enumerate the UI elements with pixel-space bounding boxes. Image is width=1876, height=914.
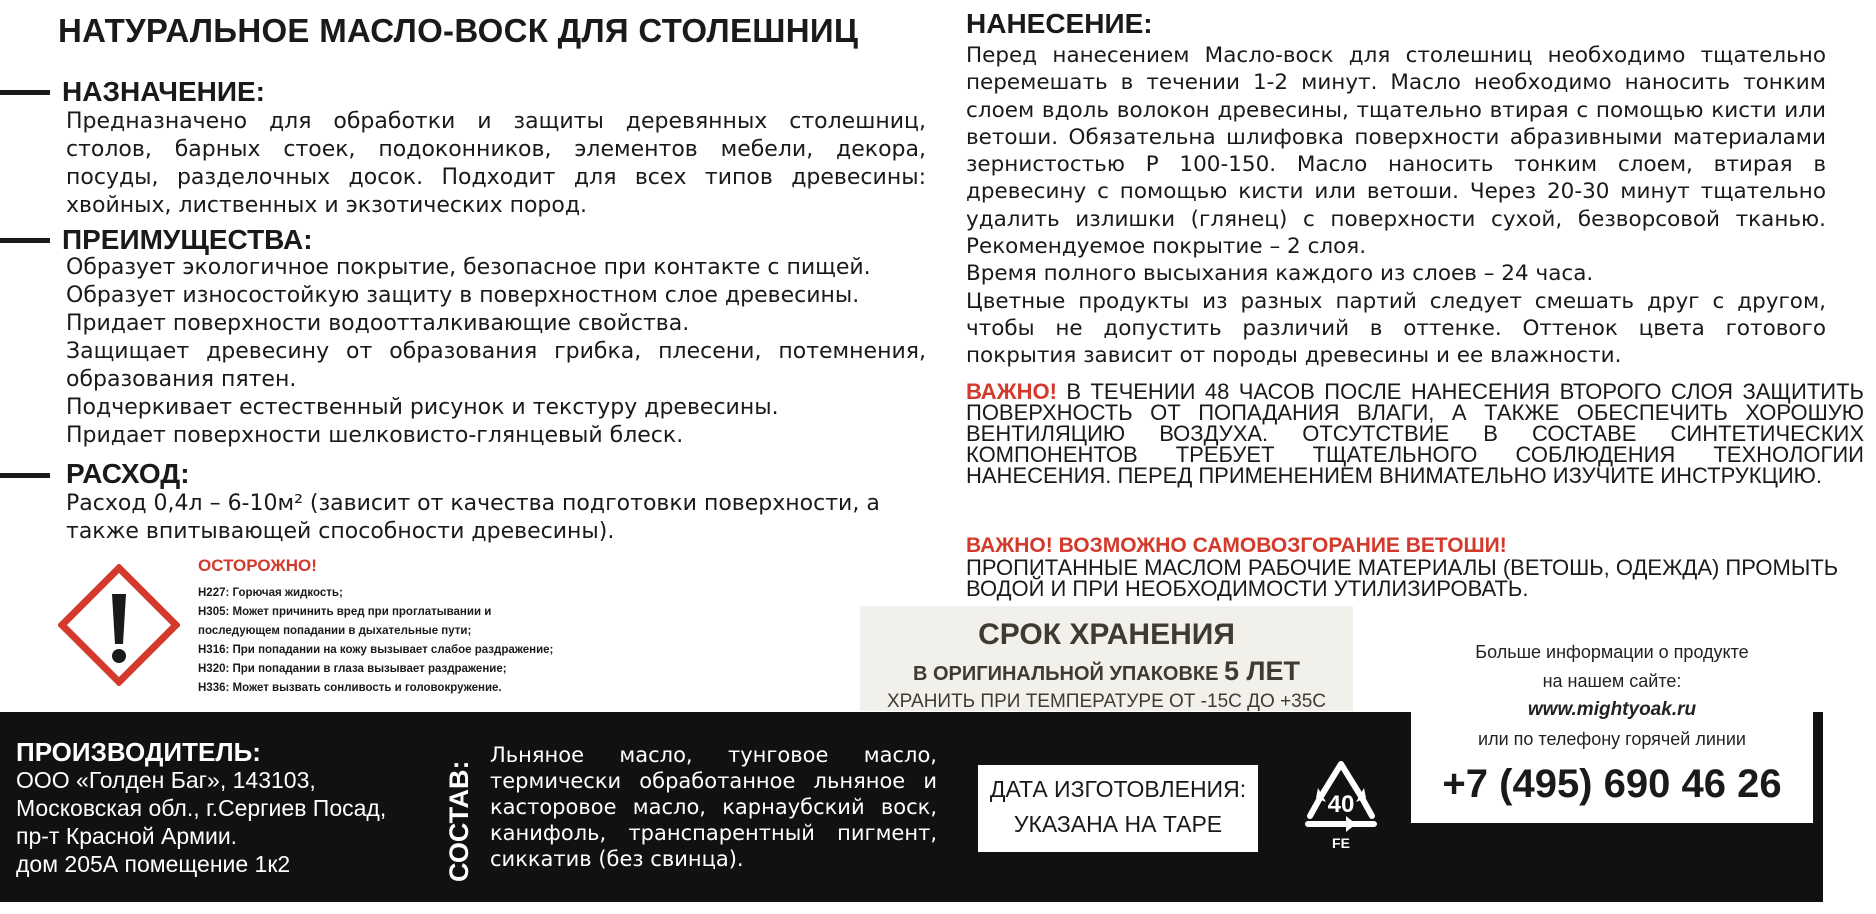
hazard-heading: ОСТОРОЖНО!: [198, 556, 317, 575]
application-paragraph: Цветные продукты из разных партий следует смешать друг с другом, чтобы не допустить различий в оттенке. Оттенок цвета готового покрытия зависит от породы древесины и ее влажности.: [966, 288, 1826, 369]
storage-heading: СРОК ХРАНЕНИЯ: [978, 618, 1235, 651]
hazard-statements: [198, 584, 553, 698]
manufacturer-line: пр-т Красной Армии.: [16, 823, 238, 849]
consumption-text: [66, 490, 926, 546]
hazard-line: H316: При попадании на кожу вызывает слабое раздражение;: [198, 644, 554, 656]
purpose-heading: НАЗНАЧЕНИЕ:: [62, 76, 265, 107]
recycle-icon: [1296, 758, 1386, 854]
advantage-item: Образует износостойкую защиту в поверхностном слое древесины.: [66, 283, 860, 308]
storage-period-value: 5 ЛЕТ: [1224, 656, 1300, 686]
contact-info-line: Больше информации о продукте: [1475, 642, 1749, 662]
manufacturer-heading: ПРОИЗВОДИТЕЛЬ:: [16, 737, 261, 767]
storage-temperature: ХРАНИТЬ ПРИ ТЕМПЕРАТУРЕ ОТ -15С ДО +35С: [886, 691, 1327, 712]
composition-heading: СОСТАВ:: [444, 760, 474, 882]
application-paragraph: Время полного высыхания каждого из слоев – 24 часа.: [966, 261, 1594, 287]
exclamation-hazard-icon: [58, 564, 180, 686]
website-link[interactable]: www.mightyoak.ru: [1527, 699, 1697, 720]
application-paragraph: Перед нанесением Масло-воск для столешниц необходимо тщательно перемешать в течении 1-2 минут. Масло необходимо наносить тонким слоем вдоль волокон древесины, тщательно втирая с помощью кисти или ветоши. Обязательна шлифовка поверхности абразивными материалами зернистостью Р 100-150. Масло наносить тонким слоем, втирая в древесину с помощью кисти или ветоши. Через 20-30 минут тщательно удалить излишки (глянец) с поверхности сухой, безворсовой тканью. Рекомендуемое покрытие – 2 слоя.: [966, 43, 1826, 260]
section-bar: [0, 473, 50, 478]
important-label: ВАЖНО!: [966, 379, 1057, 404]
product-title: НАТУРАЛЬНОЕ МАСЛО-ВОСК ДЛЯ СТОЛЕШНИЦ: [58, 12, 859, 49]
manufacture-date-value: УКАЗАНА НА ТАРЕ: [1013, 811, 1223, 837]
advantage-item: Защищает древесину от образования грибка, плесени, потемнения, образования пятен.: [66, 339, 926, 392]
contact-info-line: или по телефону горячей линии: [1478, 729, 1746, 749]
advantage-item: Придает поверхности шелковисто-глянцевый блеск.: [66, 423, 684, 448]
storage-period-prefix: В ОРИГИНАЛЬНОЙ УПАКОВКЕ: [913, 663, 1219, 685]
storage-period: [860, 656, 1353, 687]
composition-text: Льняное масло, тунговое масло, термически обработанное льняное и касторовое масло, карнаубский воск, канифоль, транспарентный пигмент, сиккатив (без свинца).: [490, 743, 937, 871]
manufacturer-line: Московская обл., г.Сергиев Посад,: [16, 795, 387, 821]
section-bar: [0, 238, 50, 243]
fire-warning-label: ВАЖНО! ВОЗМОЖНО САМОВОЗГОРАНИЕ ВЕТОШИ!: [966, 534, 1507, 557]
consumption-paragraph: Расход 0,4л – 6-10м² (зависит от качества подготовки поверхности, а также впитывающей способности древесины).: [66, 491, 880, 544]
purpose-paragraph: Предназначено для обработки и защиты деревянных столешниц, столов, барных стоек, подоконников, элементов мебели, декора, посуды, разделочных досок. Подходит для всех типов древесины: хвойных, лиственных и экзотических пород.: [66, 109, 926, 218]
hazard-line: H305: Может причинить вред при проглатывании и: [198, 606, 492, 618]
recycle-code: 40: [1327, 791, 1355, 818]
manufacturer-block: [16, 738, 386, 878]
hazard-line: последующем попадании в дыхательные пути;: [198, 625, 472, 637]
purpose-text: [66, 108, 926, 220]
advantage-item: Подчеркивает естественный рисунок и текстуру древесины.: [66, 395, 779, 420]
hazard-line: H227: Горючая жидкость;: [198, 587, 343, 599]
important-notice: [966, 381, 1864, 486]
advantages-list: [66, 254, 926, 450]
fire-warning-text: ПРОПИТАННЫЕ МАСЛОМ РАБОЧИЕ МАТЕРИАЛЫ (ВЕТОШЬ, ОДЕЖДА) ПРОМЫТЬ ВОДОЙ И ПРИ НЕОБХОДИМОСТИ УТИЛИЗИРОВАТЬ.: [966, 555, 1839, 601]
manufacturer-line: ООО «Голден Баг», 143103,: [16, 767, 316, 793]
storage-box: [860, 606, 1353, 711]
contact-info-line: на нашем сайте:: [1542, 671, 1682, 691]
hazard-line: H320: При попадании в глаза вызывает раздражение;: [198, 663, 507, 675]
hotline-phone[interactable]: +7 (495) 690 46 26: [1442, 762, 1782, 806]
section-bar: [0, 90, 50, 95]
application-text: [966, 42, 1826, 370]
manufacturer-line: дом 205А помещение 1к2: [16, 851, 291, 877]
fire-warning: [966, 535, 1864, 599]
important-text: В ТЕЧЕНИИ 48 ЧАСОВ ПОСЛЕ НАНЕСЕНИЯ ВТОРОГО СЛОЯ ЗАЩИТИТЬ ПОВЕРХНОСТЬ ОТ ПОПАДАНИЯ ВЛАГИ, А ТАКЖЕ ОБЕСПЕЧИТЬ ХОРОШУЮ ВЕНТИЛЯЦИЮ ВОЗДУХА. ОТСУТСТВИЕ В СОСТАВЕ СИНТЕТИЧЕСКИХ КОМПОНЕНТОВ ТРЕБУЕТ ТЩАТЕЛЬНОГО СОБЛЮДЕНИЯ ТЕХНОЛОГИИ НАНЕСЕНИЯ. ПЕРЕД ПРИМЕНЕНИЕМ ВНИМАТЕЛЬНО ИЗУЧИТЕ ИНСТРУКЦИЮ.: [966, 379, 1864, 488]
manufacture-date-label: ДАТА ИЗГОТОВЛЕНИЯ:: [989, 776, 1247, 802]
advantage-item: Придает поверхности водоотталкивающие свойства.: [66, 311, 690, 336]
advantages-heading: ПРЕИМУЩЕСТВА:: [62, 224, 313, 255]
advantage-item: Образует экологичное покрытие, безопасное при контакте с пищей.: [66, 255, 871, 280]
manufacture-date-box: [978, 765, 1258, 852]
contact-box: [1411, 628, 1813, 823]
consumption-heading: РАСХОД:: [66, 458, 190, 489]
recycle-material: FE: [1332, 835, 1350, 851]
hazard-line: H336: Может вызвать сонливость и головокружение.: [198, 682, 502, 694]
application-heading: НАНЕСЕНИЕ:: [966, 8, 1153, 39]
